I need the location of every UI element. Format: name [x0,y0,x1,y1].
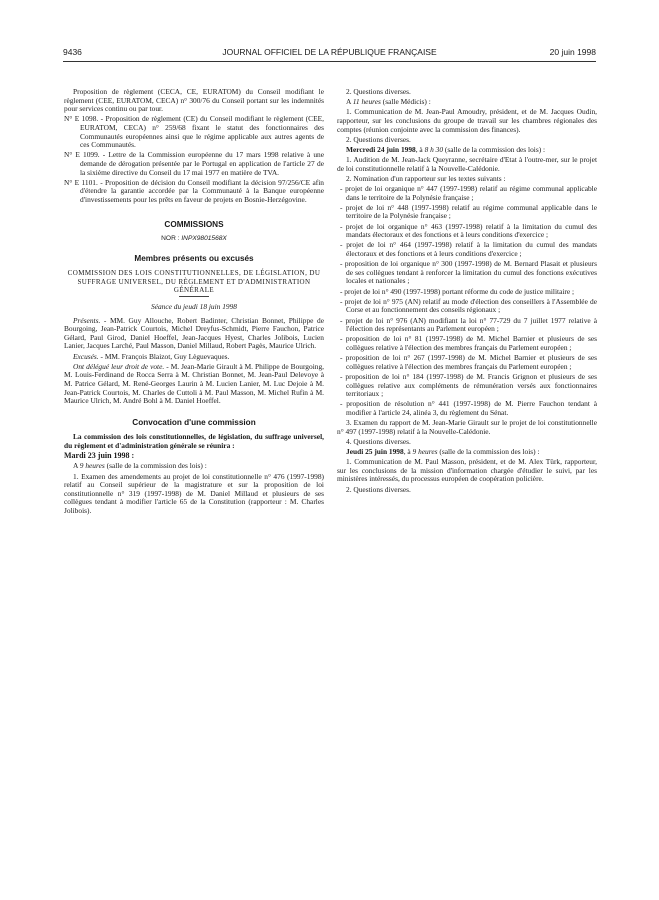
list-item: - proposition de loi organique n° 300 (1997-1998) de M. Bernard Plasait et plusieurs de ses collègues tendant à renforcer la limitation du cumul des fonctions exécutives locales et nationales ; [340,259,597,286]
mercredi-item-3: 3. Examen du rapport de M. Jean-Marie Girault sur le projet de loi constitutionnelle n° 497 (1997-1998) relatif à la Nouvelle-Calédonie. [337,418,597,436]
list-item: - proposition de loi n° 267 (1997-1998) de M. Michel Barnier et plusieurs de ses collègues relative à l'élection des membres français du Parlement européen ; [340,353,597,371]
medicis-time-post: (salle Médicis) : [380,97,431,107]
excuses-text: - MM. François Blaizot, Guy Lèguevaques. [98,351,230,361]
paragraph-e1101: N° E 1101. - Proposition de décision du Conseil modifiant la décision 97/256/CE afin d'étendre la garantie accordée par la Communauté à la Banque européenne d'investissements pour les prêts en faveur de projets en Bosnie-Herzégovine. [64,177,324,204]
list-item: - proposition de loi n° 184 (1997-1998) de M. Francis Grignon et plusieurs de ses collègues relative aux compléments de rémunération versés aux fonctionnaires territoriaux ; [340,371,597,399]
page-header [63,47,596,59]
list-item: - projet de loi n° 490 (1997-1998) portant réforme du code de justice militaire ; [340,286,575,296]
commissions-heading: COMMISSIONS [164,219,224,229]
medicis-time [337,98,597,107]
mardi-time-value: 9 heures [79,461,105,471]
header-rule [63,61,596,62]
convocation-intro: La commission des lois constitutionnelles, de législation, du suffrage universel, du règlement et d'administration générale se réunira : [64,432,324,450]
mercredi-pre: , à [415,144,425,154]
delegue-paragraph [64,363,324,406]
list-item: - projet de loi organique n° 447 (1997-1998) relatif au régime communal applicable dans le territoire de la Polynésie française ; [340,184,597,202]
mardi-time [64,462,324,471]
nor-value: INPX9801568X [181,235,227,243]
mardi-time-post: (salle de la commission des lois) : [104,461,207,471]
jeudi-item-1: 1. Communication de M. Paul Masson, président, et de M. Alex Türk, rapporteur, sur les conclusions de la mission d'information chargée d'étudier le suivi, par les ministères intéressés, du processus européen de coopération policière. [337,457,597,484]
mercredi-item-4: 4. Questions diverses. [346,436,411,446]
membres-heading: Membres présents ou excusés [134,253,254,263]
separator [179,296,209,297]
medicis-time-pre: A [346,97,353,107]
mercredi-item-1: 1. Audition de M. Jean-Jack Queyranne, secrétaire d'Etat à l'outre-mer, sur le projet de loi constitutionnelle relatif à la Nouvelle-Calédonie. [337,155,597,173]
seance-date: Séance du jeudi 18 juin 1998 [150,302,237,312]
mercredi-heading [337,146,597,155]
paragraph-e1099: N° E 1099. - Lettre de la Commission européenne du 17 mars 1998 relative à une demande de dérogation présentée par le Portugal en application de l'article 27 de la sixième directive du Conseil du 17 mai 1977 en matière de TVA. [64,150,324,177]
excuses-paragraph [64,353,324,362]
jeudi-post: (salle de la commission des lois) : [437,447,540,457]
presents-text: - MM. Guy Allouche, Robert Badinter, Christian Bonnet, Philippe de Bourgoing, Jean-Patrick Courtois, Michel Dreyfus-Schmidt, Pierre Fauchon, Patrice Gélard, Paul Girod, Daniel Hoeffel, Jean-Jacques Hyest, Charles Jolibois, Lucien Lanier, Jacques Larché, Paul Masson, Daniel Millaud, Robert Pagès, Maurice Ulrich. [64,315,324,351]
delegue-label: Ont délégué leur droit de vote. [73,361,165,371]
mercredi-day: Mercredi 24 juin 1998 [346,144,416,154]
mardi-time-pre: A [73,461,80,471]
medicis-item-1: 1. Communication de M. Jean-Paul Amoudry, président, et de M. Jacques Oudin, rapporteur, sur les conclusions du groupe de travail sur les chambres régionales des comptes (réunion conjointe avec la commission des finances). [337,107,597,134]
list-item: - projet de loi n° 448 (1997-1998) relatif au régime communal applicable dans le territoire de la Polynésie française ; [340,202,597,221]
presents-paragraph [64,317,324,351]
page-number: 9436 [63,47,82,57]
paragraph-e1098: N° E 1098. - Proposition de règlement (CE) du Conseil modifiant le règlement (CEE, EURATOM, CECA) n° 259/68 fixant le statut des fonctionnaires des Communautés européennes ainsi que le régime applicable aux autres agents de ces Communautés. [64,114,324,150]
presents-label: Présents. [73,315,101,325]
issue-date: 20 juin 1998 [549,47,596,57]
medicis-item-2: 2. Questions diverses. [346,134,411,144]
journal-title: JOURNAL OFFICIEL DE LA RÉPUBLIQUE FRANÇAISE [222,47,437,57]
jeudi-heading [337,448,597,457]
excuses-label: Excusés. [73,351,99,361]
mardi-heading: Mardi 23 juin 1998 : [64,451,135,461]
list-item: - projet de loi n° 464 (1997-1998) relatif à la limitation du cumul des mandats électoraux et des fonctions et à leurs conditions d'exercice ; [340,240,597,259]
jeudi-pre: , à [403,447,413,457]
mardi-item-2: 2. Questions diverses. [346,87,411,96]
jeudi-time: 9 heures [412,447,438,457]
nomination-list [337,185,597,417]
left-column [64,88,324,517]
nor-reference [64,235,324,244]
delegue-text: - M. Jean-Marie Girault à M. Philippe de Bourgoing, M. Louis-Ferdinand de Rocca Serra à M. Christian Bonnet, M. Jean-Paul Delevoye à M. Patrice Gélard, M. René-Georges Laurin à M. Lucien Lanier, M. Luc Dejoie à M. Jean-Patrick Courtois, M. Charles de Cuttoli à M. Paul Masson, M. Michel Rufin à M. Maurice Ulrich, M. André Bohl à M. Daniel Hoeffel. [64,361,324,406]
mercredi-time: 8 h 30 [424,144,444,154]
mercredi-post: (salle de la commission des lois) : [443,144,546,154]
convocation-heading: Convocation d'une commission [132,417,256,427]
mardi-item-1: 1. Examen des amendements au projet de loi constitutionnelle n° 476 (1997-1998) relatif au Conseil supérieur de la magistrature et sur la proposition de loi constitutionnelle n° 319 (1997-1998) de M. Daniel Millaud et plusieurs de ses collègues tendant à modifier l'article 65 de la Constitution (rapporteur : M. Charles Jolibois). [64,471,324,515]
list-item: - projet de loi n° 975 (AN) relatif au mode d'élection des conseillers à l'Assemblée de Corse et au fonctionnement des conseils régionaux ; [340,296,597,315]
medicis-time-value: 11 heures [352,97,381,107]
jeudi-day: Jeudi 25 juin 1998 [346,447,404,457]
jeudi-item-2: 2. Questions diverses. [346,484,411,494]
right-column [337,88,597,496]
mercredi-item-2: 2. Nomination d'un rapporteur sur les textes suivants : [346,173,506,183]
list-item: - proposition de résolution n° 441 (1997-1998) de M. Pierre Fauchon tendant à modifier à l'article 24, alinéa 3, du règlement du Sénat. [340,399,597,417]
nor-label: NOR : [161,235,180,243]
list-item: - projet de loi organique n° 463 (1997-1998) relatif à la limitation du cumul des mandats électoraux et des fonctions et à leurs conditions d'exercice ; [340,221,597,240]
list-item: - projet de loi n° 976 (AN) modifiant la loi n° 77-729 du 7 juillet 1977 relative à l'élection des représentants au Parlement européen ; [340,315,597,334]
commission-name: COMMISSION DES LOIS CONSTITUTIONNELLES, DE LÉGISLATION, DU SUFFRAGE UNIVERSEL, DU RÈGLEMENT ET D'ADMINISTRATION GÉNÉRALE [67,269,321,295]
list-item: - proposition de loi n° 81 (1997-1998) de M. Michel Barnier et plusieurs de ses collègues relative à l'élection des membres français du Parlement européen ; [340,334,597,352]
paragraph-intro: Proposition de règlement (CECA, CE, EURATOM) du Conseil modifiant le règlement (CEE, EURATOM, CECA) n° 300/76 du Conseil portant sur les indemnités pour services continu ou par tour. [64,87,324,114]
